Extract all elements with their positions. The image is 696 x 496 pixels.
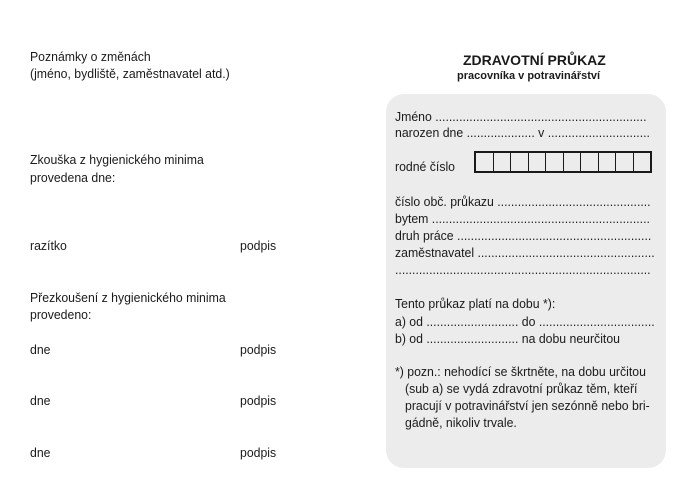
signature-label: podpis xyxy=(240,238,277,253)
exam-label-line2: provedena dne: xyxy=(30,170,116,185)
reexam-signature-label: podpis xyxy=(240,445,277,460)
validity-a: a) od ........................... do .................................. xyxy=(395,314,655,329)
footnote-line2: (sub a) se vydá zdravotní průkaz těm, kteří xyxy=(405,381,638,396)
personal-id-boxes[interactable] xyxy=(474,151,652,173)
reexam-label-line1: Přezkoušení z hygienického minima xyxy=(30,290,226,305)
footnote-line3: pracují v potravinářství jen sezónně nebo bri- xyxy=(405,398,650,413)
blank-line: ........................................................................... xyxy=(395,262,651,277)
exam-label-line1: Zkouška z hygienického minima xyxy=(30,152,204,167)
notes-subtitle: (jméno, bydliště, zaměstnavatel atd.) xyxy=(30,66,230,81)
footnote-line1: *) pozn.: nehodící se škrtněte, na dobu určitou xyxy=(395,364,646,379)
job-type-field: druh práce ......................................................... xyxy=(395,228,652,243)
personal-id-label: rodné číslo xyxy=(395,159,455,174)
stamp-label: razítko xyxy=(30,238,67,253)
reexam-signature-label: podpis xyxy=(240,393,277,408)
notes-title: Poznámky o změnách xyxy=(30,49,151,64)
id-card-field: číslo obč. průkazu ............................................. xyxy=(395,194,651,209)
birth-field: narozen dne .................... v .............................. xyxy=(395,125,650,140)
reexam-label-line2: provedeno: xyxy=(30,307,92,322)
card-subtitle: pracovníka v potravinářství xyxy=(457,70,601,82)
reexam-date-label: dne xyxy=(30,393,51,408)
employer-field: zaměstnavatel .................................................... xyxy=(395,245,655,260)
reexam-date-label: dne xyxy=(30,342,51,357)
validity-b: b) od ........................... na dobu neurčitou xyxy=(395,331,620,346)
reexam-signature-label: podpis xyxy=(240,342,277,357)
card-title: ZDRAVOTNÍ PRŮKAZ xyxy=(463,52,606,68)
footnote-line4: gádně, nikoliv trvale. xyxy=(405,415,517,430)
name-field: Jméno .............................................................. xyxy=(395,109,647,124)
address-field: bytem ................................................................ xyxy=(395,211,650,226)
validity-title: Tento průkaz platí na dobu *): xyxy=(395,296,556,311)
reexam-date-label: dne xyxy=(30,445,51,460)
